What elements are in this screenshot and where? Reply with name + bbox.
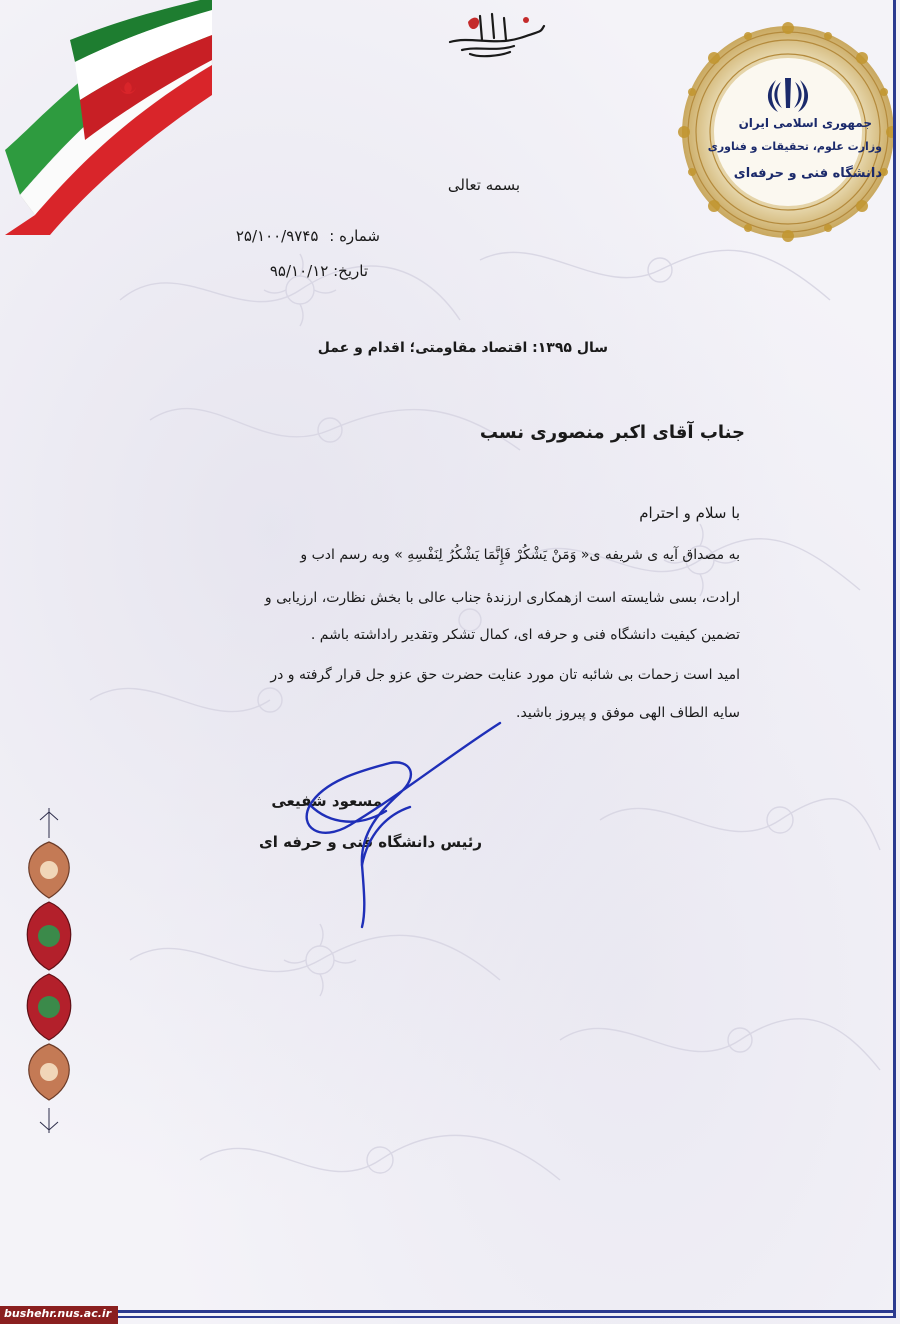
- signer-title: رئیس دانشگاه فنی و حرفه ای: [258, 833, 482, 851]
- basmala-calligraphy: [440, 6, 550, 60]
- seal-line-country: جمهوری اسلامی ایران: [738, 116, 872, 130]
- year-motto: سال ۱۳۹۵: اقتصاد مقاومتی؛ اقدام و عمل: [317, 340, 608, 356]
- university-seal-rosette: [676, 10, 896, 260]
- letter-date-row: [270, 262, 368, 280]
- body-line-1: به مصداق آیه ی شریفه ی« وَمَنْ یَشْکُرْ فَإِنَّمَا یَشْکُرُ لِنَفْسِهِ » وبه رسم ادب و: [300, 547, 740, 563]
- invocation-heading: بسمه تعالی: [447, 176, 520, 194]
- letter-date-value: ۹۵/۱۰/۱۲: [269, 262, 329, 280]
- page-border-bottom: [62, 1310, 896, 1313]
- body-line-5: سایه الطاف الهی موفق و پیروز باشید.: [516, 705, 740, 721]
- seal-line-university: دانشگاه فنی و حرفه‌ای: [733, 166, 882, 181]
- page-border-bottom-secondary: [62, 1316, 896, 1318]
- letter-number-label: شماره :: [329, 227, 380, 245]
- body-line-4: امید است زحمات بی شائبه تان مورد عنایت حضرت حق عزو جل قرار گرفته و در: [270, 667, 740, 683]
- letter-number-row: [236, 227, 380, 245]
- iran-flag-ribbon: [0, 0, 215, 235]
- seal-line-ministry: وزارت علوم، تحقیقات و فناوری: [707, 140, 882, 153]
- letter-number-value: ۲۵/۱۰۰/۹۷۴۵: [235, 227, 319, 245]
- recipient-name: جناب آقای اکبر منصوری نسب: [479, 422, 745, 443]
- footer-url-link[interactable]: bushehr.nus.ac.ir: [4, 1307, 112, 1320]
- page-border-right: [893, 0, 896, 1316]
- handwritten-signature: [290, 715, 510, 930]
- body-line-3: تضمین کیفیت دانشگاه فنی و حرفه ای، کمال تشکر وتقدیر راداشته باشم .: [310, 627, 740, 643]
- greeting: با سلام و احترام: [639, 504, 740, 522]
- side-arabesque-ornament: [18, 808, 80, 1133]
- letter-date-label: تاریخ:: [333, 262, 368, 280]
- signer-name: مسعود شفیعی: [271, 792, 382, 810]
- body-line-2: ارادت، بسی شایسته است ازهمکاری ارزندهٔ جناب عالی با بخش نظارت، ارزیابی و: [264, 590, 740, 606]
